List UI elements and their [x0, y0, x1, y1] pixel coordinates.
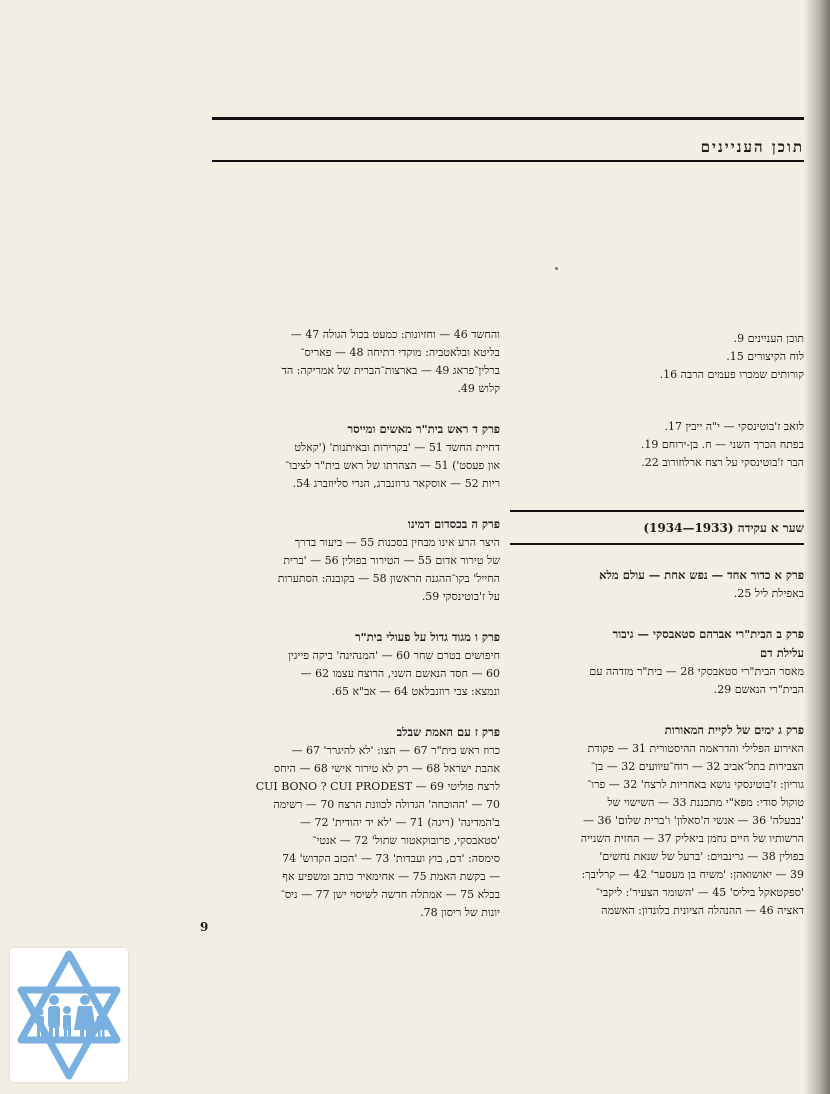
toc-entry: תוכן העניינים 9. [733, 332, 804, 345]
page-number: 9 [200, 920, 209, 934]
chapter-line: 39 — יאושואהן: 'משיח בן מעסער' 42 — קרליבך: [581, 868, 804, 881]
chapter-line: והחשד 46 — וחזיונות: כמעט בכול הגולה 47 — [290, 328, 500, 341]
chapter-line: על ז'בוטינסקי 59. [421, 590, 500, 603]
chapter-line: דאציה 46 — ההנהלה הציונית בלונדון: האשמה [601, 904, 804, 917]
page-edge-shadow [804, 0, 830, 1094]
chapter-line: 'בבעלה' 36 — אנשי ה'סאלון' ו'ברית שלום' 36 — [583, 814, 804, 827]
page-title: תוכן העניינים [700, 138, 804, 156]
toc-entry: לזאב ז'בוטינסקי — י"ה ייבין 17. [664, 420, 804, 433]
chapter-line: קלוש 49. [457, 382, 500, 395]
chapter-line: ונמצא: צבי רוזנבלאט 64 — אב"א 65. [331, 685, 500, 698]
chapter-line: הבית"רי הנאשם 29. [713, 683, 804, 696]
chapter-line: 'ספקטאקל ביליס' 45 — 'השומר הצעיר': ליקבי־ [595, 886, 804, 899]
chapter-line: מאסר הבית"רי סטאבסקי 28 — בית"ר מזדהה עם [589, 665, 804, 678]
chapter-heading-cont: עלילת דם [759, 646, 804, 660]
chapter-line: ברלין־פראג 49 — בארצות־הברית של אמריקה: הד [281, 364, 500, 377]
chapter-heading: פרק ב הבית"רי אברהם סטאבסקי — גיבור [612, 627, 804, 641]
chapter-line: היצר הרע אינו מבחין בסכנות 55 — ביעור בדרך [294, 536, 500, 549]
chapter-line: 60 — חסד הנאשם השני, הרוצח עצמו 62 — [300, 667, 500, 680]
chapter-heading: פרק ג ימים של לקיית המאורות [664, 723, 804, 737]
top-rule [212, 117, 804, 120]
chapter-line: כרוז ראש בית"ר 67 — הצו: 'לא להיגרר' 67 — [291, 744, 500, 757]
chapter-line: דחיית החשד 51 — 'בקרירות ובאיתנות' ('קאלט [294, 441, 500, 454]
left-column [212, 326, 500, 922]
star-family-icon [10, 948, 128, 1082]
toc-entry: קורותים שמכרו פעמים הרבה 16. [659, 368, 804, 381]
chapter-line: אהבת ישראל 68 — רק לא טירור אישי 68 — היחס [273, 762, 500, 775]
chapter-line: באפילת ליל 25. [733, 587, 804, 600]
chapter-heading: פרק ז עם האמת שבלב [396, 725, 500, 739]
section-heading: שער א עקידה (1933—1934) [643, 521, 804, 535]
print-speck [555, 267, 558, 270]
right-column-chapters [516, 566, 804, 920]
toc-entry: בפתח הכרך השני — ח. בן-ירוחם 19. [640, 438, 804, 451]
chapter-line: ב'המדינה' (ריגה) 71 — 'לא יד יהודית' 72 — [300, 816, 500, 829]
right-column [516, 330, 804, 472]
chapter-heading: פרק ד ראש בית"ר מאשים ומייסר [347, 422, 500, 436]
section-rule-bottom [510, 543, 804, 545]
title-rule [212, 160, 804, 162]
chapter-line: און פעסט') 51 — הצהרתו של ראש בית"ר לציבו־ [285, 459, 500, 472]
chapter-line: גוריון: ז'בוטינסקי נושא באחריות לרצח' 32 — פרו־ [587, 778, 804, 791]
chapter-line: 70 — 'ההוכחה' הגדולה לכוונת הרצח 70 — רשימה [273, 798, 500, 811]
chapter-heading: פרק א כדור אחד — נפש אחת — עולם מלא [599, 568, 804, 582]
star-of-david-family-logo [10, 948, 128, 1082]
chapter-line: הרשותיו של חיים נחמן ביאליק 37 — החזית השנייה [580, 832, 804, 845]
chapter-line: סימסה: 'דם, בוץ ועבדות' 73 — 'הכזב הקדוש' 74 [282, 852, 500, 865]
toc-entry: הבר ז'בוטינסקי על רצח ארלוזורוב 22. [641, 456, 804, 469]
chapter-line: — בקשת האמת 75 — אחימאיר כותב ומשפיע אף [282, 870, 500, 883]
chapter-line: חיפושים בטרם שחר 60 — 'המנהיגה' ביקה פייגין [288, 649, 500, 662]
chapter-line: האירוע הפלילי והדראמה ההיסטורית 31 — פקודת [587, 742, 804, 755]
chapter-line: טוקול סודי: מפא"י מתכננת 33 — השישוי של [607, 796, 804, 809]
chapter-line: בפולין 38 — גרינבוים: 'ברעל של שנאת נחשים' [599, 850, 804, 863]
chapter-line: ריות 52 — אוסקאר גרוזנברג, הנרי סליוזברג 54. [292, 477, 500, 490]
section-rule-top [510, 510, 804, 512]
chapter-line: הצבירות בתל־אביב 32 — רוח־עיוועים 32 — בן־ [590, 760, 804, 773]
chapter-heading: פרק ו מגוד גדול על פעולי בית"ר [355, 630, 500, 644]
chapter-line: של טירור אדום 55 — הטירור בפולין 56 — 'ברית [283, 554, 500, 567]
chapter-heading: פרק ה בכסדום דמינו [407, 517, 500, 531]
chapter-line: בליטא ובלאטביה: מוקדי רתיחה 48 — פאריס־ [300, 346, 500, 359]
chapter-line: יונות של ריסון 78. [420, 906, 500, 919]
chapter-line: 'סטאבסקי, פרובוקאטור שתול' 72 — אנטי־ [312, 834, 500, 847]
chapter-line: בכלא 75 — אמתלה חדשה לשיסוי ישן 77 — ניס־ [280, 888, 500, 901]
chapter-line: החייל' בקו־ההגנה הראשון 58 — בקובנה: הסתערות [277, 572, 500, 585]
chapter-line: לרצח פוליטי 69 — CUI BONO ? CUI PRODEST [255, 780, 500, 793]
toc-entry: לוח הקיצורים 15. [726, 350, 804, 363]
